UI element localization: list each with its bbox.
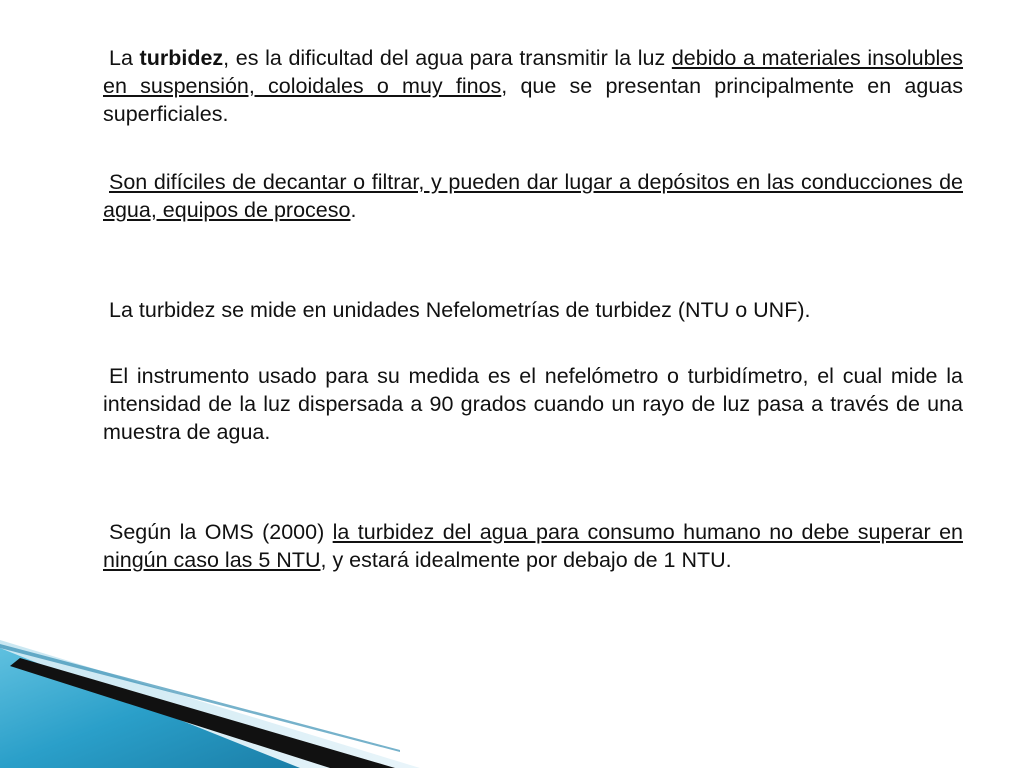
p5-underlined: la turbidez del agua para consumo humano no debe superar en ningún caso las 5 NTU bbox=[103, 520, 963, 572]
p2-underlined: Son difíciles de decantar o filtrar, y pueden dar lugar a depósitos en las conducciones de agua, equipos de proceso bbox=[103, 170, 963, 222]
p1-pre: La bbox=[109, 46, 140, 70]
paragraph-measurement-units bbox=[103, 296, 810, 324]
decorative-corner-swoosh bbox=[0, 600, 1024, 768]
p1-underlined: debido a materiales insolubles en suspensión, coloidales o muy finos bbox=[103, 46, 964, 98]
p1-post: , que se presentan principalmente en aguas superficiales. bbox=[103, 74, 963, 126]
p5-post: , y estará idealmente por debajo de 1 NTU. bbox=[320, 548, 732, 572]
p2-post: . bbox=[350, 198, 357, 222]
p5-pre: Según la OMS (2000) bbox=[109, 520, 333, 544]
p3-text: La turbidez se mide en unidades Nefelometrías de turbidez (NTU o UNF). bbox=[109, 298, 811, 322]
p1-bold-term: turbidez bbox=[139, 46, 224, 70]
paragraph-instrument bbox=[103, 362, 963, 446]
paragraph-deposits bbox=[103, 168, 963, 224]
paragraph-turbidity-definition bbox=[103, 44, 963, 128]
p1-mid: , es la dificultad del agua para transmitir la luz bbox=[223, 46, 672, 70]
p4-text: El instrumento usado para su medida es el nefelómetro o turbidímetro, el cual mide la intensidad de la luz dispersada a 90 grados cuando un rayo de luz pasa a través de una muestra de agua. bbox=[103, 364, 963, 444]
paragraph-oms-limit bbox=[103, 518, 963, 574]
